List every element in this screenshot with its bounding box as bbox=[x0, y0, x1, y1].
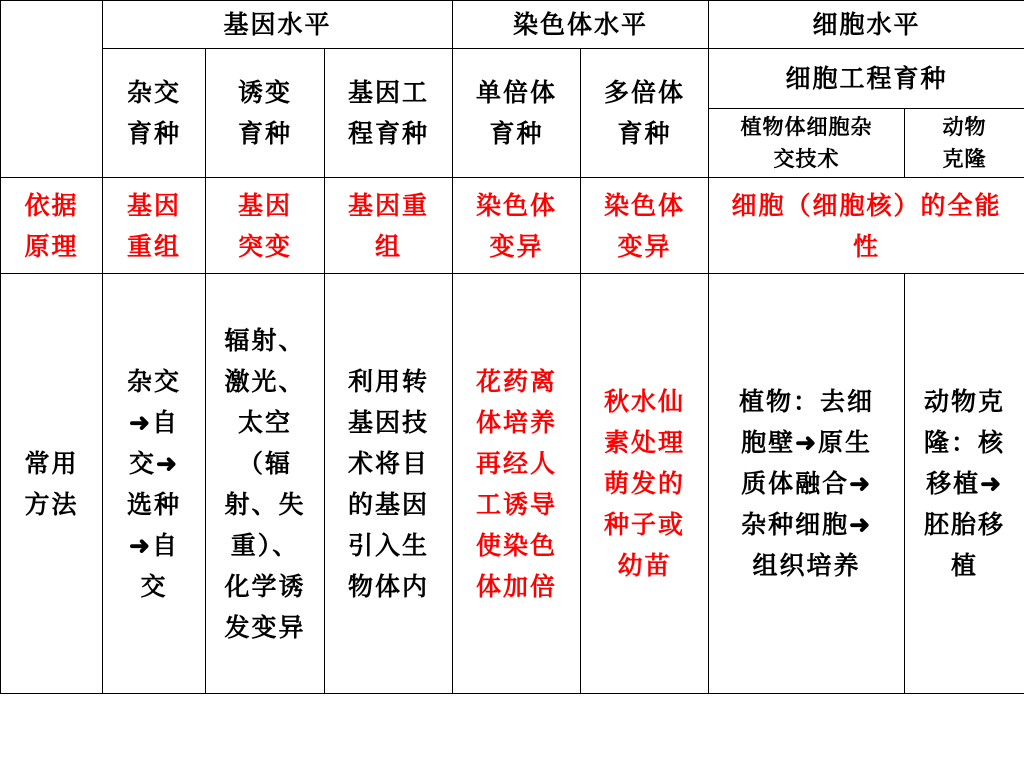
method-polyploid-text: 秋水仙素处理萌发的种子或幼苗 bbox=[604, 387, 686, 580]
basis-mutation bbox=[206, 178, 325, 274]
basis-hybrid-text: 基因重组 bbox=[126, 190, 181, 261]
method-label bbox=[1, 274, 103, 694]
method-mutation bbox=[206, 274, 325, 694]
subheader-mutation-breeding-text: 诱变育种 bbox=[237, 78, 292, 148]
method-haploid-text: 花药离体培养再经人工诱导使染色体加倍 bbox=[476, 366, 558, 601]
subheader-cell-engineering-breeding: 细胞工程育种 bbox=[709, 49, 1024, 109]
method-hybrid bbox=[103, 274, 206, 694]
basis-label bbox=[1, 178, 103, 274]
corner-cell bbox=[1, 1, 103, 178]
method-genetic-engineering bbox=[325, 274, 453, 694]
basis-mutation-text: 基因突变 bbox=[237, 190, 292, 261]
subheader-haploid-breeding bbox=[453, 49, 581, 178]
subheader-haploid-breeding-text: 单倍体育种 bbox=[476, 78, 558, 148]
basis-polyploid-text: 染色体变异 bbox=[604, 190, 686, 261]
method-animal-text: 动物克隆：核移植➜胚胎移植 bbox=[924, 387, 1006, 580]
subheader-hybrid-breeding bbox=[103, 49, 206, 178]
basis-genetic-engineering-text: 基因重组 bbox=[348, 190, 430, 261]
header-gene-level: 基因水平 bbox=[103, 1, 453, 49]
subheader-polyploid-breeding bbox=[581, 49, 709, 178]
subheader-animal-cloning bbox=[905, 109, 1024, 178]
method-polyploid bbox=[581, 274, 709, 694]
basis-cell-text: 细胞（细胞核）的全能性 bbox=[731, 190, 1002, 261]
basis-cell bbox=[709, 178, 1024, 274]
basis-genetic-engineering bbox=[325, 178, 453, 274]
method-animal bbox=[905, 274, 1024, 694]
subheader-row-1 bbox=[1, 49, 1024, 109]
subheader-mutation-breeding bbox=[206, 49, 325, 178]
subheader-hybrid-breeding-text: 杂交育种 bbox=[126, 78, 181, 148]
header-row bbox=[1, 1, 1024, 49]
subheader-animal-cloning-text: 动物克隆 bbox=[942, 114, 987, 171]
method-label-text: 常用方法 bbox=[24, 448, 79, 519]
method-genetic-engineering-text: 利用转基因技术将目的基因引入生物体内 bbox=[348, 366, 430, 601]
method-mutation-text: 辐射、激光、太空（辐射、失重）、化学诱发变异 bbox=[224, 325, 306, 642]
basis-polyploid bbox=[581, 178, 709, 274]
basis-hybrid bbox=[103, 178, 206, 274]
subheader-polyploid-breeding-text: 多倍体育种 bbox=[604, 78, 686, 148]
subheader-genetic-engineering-text: 基因工程育种 bbox=[348, 78, 430, 148]
subheader-plant-somatic-hybridization-text: 植物体细胞杂交技术 bbox=[740, 114, 873, 171]
method-haploid bbox=[453, 274, 581, 694]
method-plant-text: 植物：去细胞壁➜原生质体融合➜杂种细胞➜组织培养 bbox=[739, 387, 875, 580]
method-hybrid-text: 杂交➜自交➜选种➜自交 bbox=[126, 366, 181, 601]
method-row bbox=[1, 274, 1024, 694]
subheader-plant-somatic-hybridization bbox=[709, 109, 905, 178]
header-chromosome-level: 染色体水平 bbox=[453, 1, 709, 49]
basis-label-text: 依据原理 bbox=[24, 190, 79, 261]
method-plant bbox=[709, 274, 905, 694]
header-cell-level: 细胞水平 bbox=[709, 1, 1024, 49]
basis-haploid-text: 染色体变异 bbox=[476, 190, 558, 261]
basis-row bbox=[1, 178, 1024, 274]
basis-haploid bbox=[453, 178, 581, 274]
subheader-genetic-engineering-breeding bbox=[325, 49, 453, 178]
